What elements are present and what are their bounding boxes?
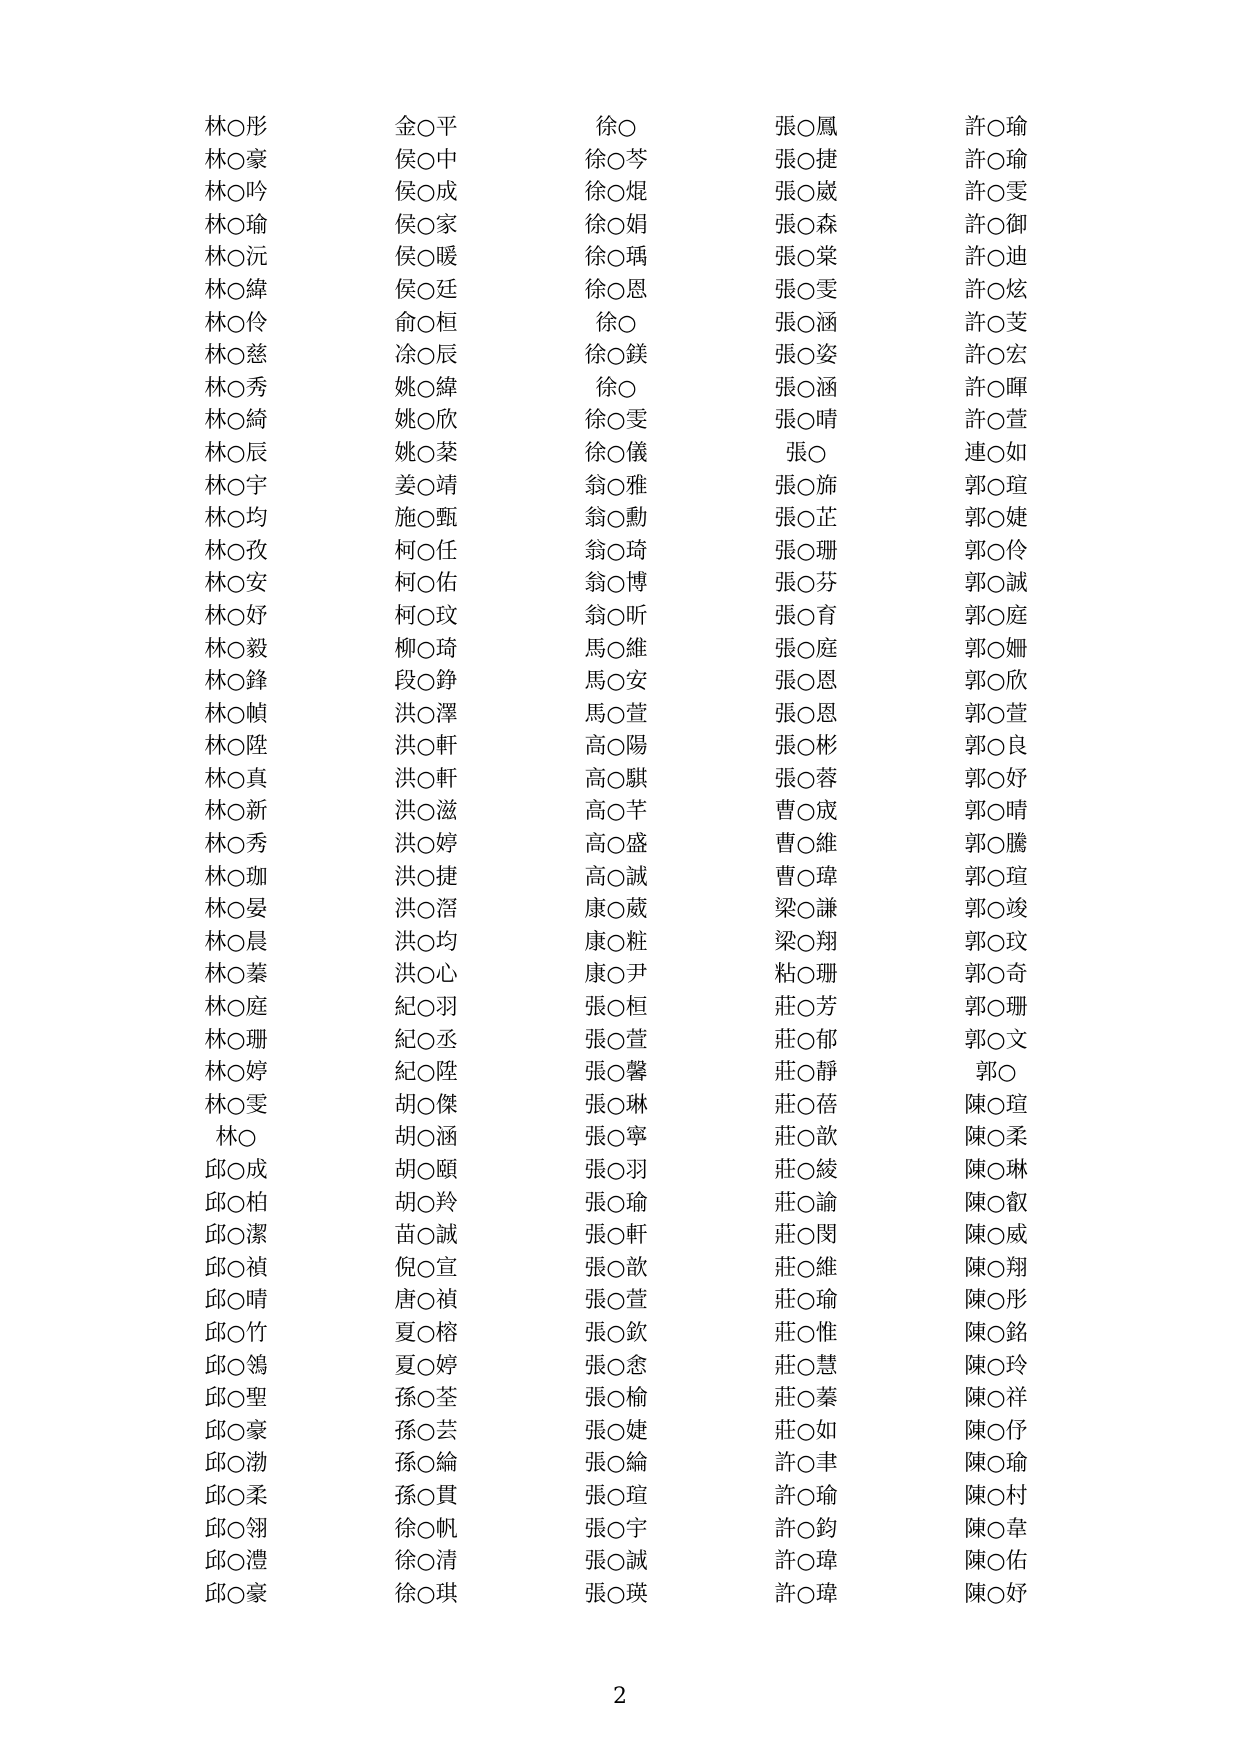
name-entry: 許○宏 [964, 343, 1028, 369]
name-entry: 林○妤 [204, 603, 268, 629]
name-entry: 洪○心 [394, 962, 458, 988]
name-entry: 林○安 [204, 571, 268, 597]
name-entry: 高○芊 [584, 799, 648, 825]
name-entry: 陳○祥 [964, 1386, 1028, 1412]
name-entry: 郭○ [975, 1060, 1017, 1086]
name-entry: 張○捷 [774, 147, 838, 173]
name-entry: 莊○閔 [774, 1223, 838, 1249]
name-entry: 郭○文 [964, 1027, 1028, 1053]
name-entry: 邱○柏 [204, 1190, 268, 1216]
name-entry: 洪○軒 [394, 734, 458, 760]
name-entry: 邱○柔 [204, 1483, 268, 1509]
name-entry: 張○棠 [774, 245, 838, 271]
name-entry: 凃○辰 [394, 343, 458, 369]
name-entry: 徐○娟 [584, 212, 648, 238]
name-entry: 徐○瑀 [584, 245, 648, 271]
name-entry: 胡○羚 [394, 1190, 458, 1216]
name-entry: 徐○清 [394, 1549, 458, 1575]
name-entry: 高○陽 [584, 734, 648, 760]
name-entry: 邱○潔 [204, 1223, 268, 1249]
name-entry: 張○旆 [774, 473, 838, 499]
name-entry: 張○涵 [774, 375, 838, 401]
name-entry: 徐○焜 [584, 180, 648, 206]
name-entry: 陳○韋 [964, 1516, 1028, 1542]
name-entry: 張○瑄 [584, 1483, 648, 1509]
name-entry: 張○芬 [774, 571, 838, 597]
name-entry: 邱○聖 [204, 1386, 268, 1412]
name-entry: 郭○良 [964, 734, 1028, 760]
name-entry: 陳○玲 [964, 1353, 1028, 1379]
name-entry: 郭○庭 [964, 603, 1028, 629]
name-entry: 林○沅 [204, 245, 268, 271]
name-entry: 莊○綾 [774, 1158, 838, 1183]
name-entry: 陳○伃 [964, 1418, 1028, 1444]
name-entry: 莊○靜 [774, 1060, 838, 1086]
name-entry: 郭○姍 [964, 636, 1028, 662]
name-entry: 莊○諭 [774, 1190, 838, 1216]
name-entry: 林○毅 [204, 636, 268, 662]
name-entry: 翁○勳 [584, 506, 648, 532]
name-entry: 林○蓁 [204, 962, 268, 988]
name-entry: 徐○帆 [394, 1516, 458, 1542]
name-entry: 林○均 [204, 506, 268, 532]
name-entry: 張○欽 [584, 1320, 648, 1346]
name-entry: 郭○妤 [964, 766, 1028, 792]
name-list-grid [190, 112, 1140, 1611]
name-entry: 林○珈 [204, 864, 268, 890]
name-entry: 張○綸 [584, 1451, 648, 1477]
name-entry: 徐○ [595, 310, 637, 336]
name-entry: 張○崴 [774, 180, 838, 206]
name-entry: 紀○陞 [394, 1060, 458, 1086]
name-entry: 邱○澧 [204, 1549, 268, 1575]
name-entry: 張○鳳 [774, 115, 838, 140]
name-entry: 柯○任 [394, 538, 458, 564]
name-entry: 林○彤 [204, 115, 268, 140]
name-entry: 張○婕 [584, 1418, 648, 1444]
name-entry: 莊○如 [774, 1418, 838, 1444]
name-entry: 林○辰 [204, 440, 268, 466]
name-entry: 徐○儀 [584, 440, 648, 466]
name-entry: 侯○廷 [394, 277, 458, 303]
name-entry: 邱○成 [204, 1158, 268, 1183]
name-entry: 梁○翔 [774, 929, 838, 955]
name-entry: 紀○羽 [394, 995, 458, 1021]
name-entry: 莊○惟 [774, 1320, 838, 1346]
name-entry: 郭○瑄 [964, 864, 1028, 890]
name-entry: 林○新 [204, 799, 268, 825]
name-entry: 林○晏 [204, 897, 268, 923]
name-entry: 莊○維 [774, 1255, 838, 1281]
name-entry: 許○瑜 [964, 115, 1028, 140]
name-entry: 馬○萱 [584, 701, 648, 727]
name-entry: 夏○榕 [394, 1320, 458, 1346]
name-entry: 張○涵 [774, 310, 838, 336]
name-entry: 邱○渤 [204, 1451, 268, 1477]
name-entry: 徐○鎂 [584, 343, 648, 369]
name-entry: 曹○維 [774, 832, 838, 858]
name-entry: 林○雯 [204, 1092, 268, 1118]
name-entry: 徐○雯 [584, 408, 648, 434]
name-entry: 胡○頤 [394, 1158, 458, 1183]
name-entry: 邱○豪 [204, 1418, 268, 1444]
name-entry: 高○騏 [584, 766, 648, 792]
name-entry: 郭○萱 [964, 701, 1028, 727]
name-entry: 侯○家 [394, 212, 458, 238]
name-entry: 洪○捷 [394, 864, 458, 890]
name-entry: 張○庭 [774, 636, 838, 662]
name-entry: 郭○奇 [964, 962, 1028, 988]
name-entry: 郭○欣 [964, 669, 1028, 695]
name-entry: 林○慈 [204, 343, 268, 369]
name-entry: 許○萱 [964, 408, 1028, 434]
name-entry: 馬○維 [584, 636, 648, 662]
name-entry: 邱○豪 [204, 1581, 268, 1607]
name-entry: 林○綺 [204, 408, 268, 434]
name-entry: 徐○琪 [394, 1581, 458, 1607]
name-entry: 郭○伶 [964, 538, 1028, 564]
name-entry: 林○秀 [204, 375, 268, 401]
name-entry: 郭○誠 [964, 571, 1028, 597]
name-entry: 張○晴 [774, 408, 838, 434]
name-entry: 張○珊 [774, 538, 838, 564]
name-entry: 郭○騰 [964, 832, 1028, 858]
name-entry: 金○平 [394, 115, 458, 140]
name-entry: 張○萱 [584, 1027, 648, 1053]
name-entry: 莊○郁 [774, 1027, 838, 1053]
name-entry: 陳○彤 [964, 1288, 1028, 1314]
name-entry: 施○甄 [394, 506, 458, 532]
name-entry: 張○蓉 [774, 766, 838, 792]
name-entry: 林○幀 [204, 701, 268, 727]
name-entry: 許○聿 [774, 1451, 838, 1477]
name-entry: 林○緯 [204, 277, 268, 303]
name-entry: 張○榆 [584, 1386, 648, 1412]
name-entry: 高○誠 [584, 864, 648, 890]
name-entry: 曹○瑋 [774, 864, 838, 890]
name-entry: 張○桓 [584, 995, 648, 1021]
name-entry: 陳○銘 [964, 1320, 1028, 1346]
name-entry: 柯○玟 [394, 603, 458, 629]
name-entry: 苗○誠 [394, 1223, 458, 1249]
name-entry: 張○ [785, 440, 827, 466]
name-entry: 唐○禎 [394, 1288, 458, 1314]
name-entry: 姜○靖 [394, 473, 458, 499]
name-entry: 張○育 [774, 603, 838, 629]
name-entry: 許○鈞 [774, 1516, 838, 1542]
name-entry: 陳○瑄 [964, 1092, 1028, 1118]
name-entry: 許○瑋 [774, 1581, 838, 1607]
name-entry: 徐○ [595, 375, 637, 401]
name-entry: 張○恩 [774, 669, 838, 695]
name-entry: 張○宇 [584, 1516, 648, 1542]
name-entry: 陳○威 [964, 1223, 1028, 1249]
name-entry: 邱○禎 [204, 1255, 268, 1281]
name-entry: 陳○翔 [964, 1255, 1028, 1281]
name-entry: 莊○芳 [774, 995, 838, 1021]
name-entry: 高○盛 [584, 832, 648, 858]
name-entry: 柳○琦 [394, 636, 458, 662]
name-entry: 張○羽 [584, 1158, 648, 1183]
name-entry: 張○瑛 [584, 1581, 648, 1607]
name-entry: 姚○棻 [394, 440, 458, 466]
name-entry: 俞○桓 [394, 310, 458, 336]
name-entry: 夏○婷 [394, 1353, 458, 1379]
name-entry: 侯○暖 [394, 245, 458, 271]
name-entry: 侯○中 [394, 147, 458, 173]
name-entry: 康○粧 [584, 929, 648, 955]
name-entry: 林○婷 [204, 1060, 268, 1086]
name-entry: 林○吟 [204, 180, 268, 206]
name-entry: 張○悆 [584, 1353, 648, 1379]
name-entry: 柯○佑 [394, 571, 458, 597]
name-entry: 洪○滋 [394, 799, 458, 825]
name-entry: 倪○宣 [394, 1255, 458, 1281]
name-entry: 許○迪 [964, 245, 1028, 271]
name-entry: 紀○丞 [394, 1027, 458, 1053]
name-entry: 姚○欣 [394, 408, 458, 434]
name-entry: 馬○安 [584, 669, 648, 695]
name-entry: 林○珊 [204, 1027, 268, 1053]
name-entry: 張○芷 [774, 506, 838, 532]
name-entry: 郭○瑄 [964, 473, 1028, 499]
name-entry: 許○瑜 [774, 1483, 838, 1509]
name-entry: 段○錚 [394, 669, 458, 695]
name-entry: 翁○博 [584, 571, 648, 597]
name-entry: 梁○謙 [774, 897, 838, 923]
name-entry: 連○如 [964, 440, 1028, 466]
name-entry: 張○寧 [584, 1125, 648, 1151]
name-entry: 翁○雅 [584, 473, 648, 499]
name-entry: 洪○滘 [394, 897, 458, 923]
name-entry: 張○琳 [584, 1092, 648, 1118]
name-entry: 莊○蓁 [774, 1386, 838, 1412]
name-entry: 康○尹 [584, 962, 648, 988]
name-entry: 洪○軒 [394, 766, 458, 792]
name-entry: 邱○翎 [204, 1516, 268, 1542]
name-entry: 曹○宬 [774, 799, 838, 825]
name-entry: 翁○昕 [584, 603, 648, 629]
name-entry: 陳○柔 [964, 1125, 1028, 1151]
name-entry: 莊○蓓 [774, 1092, 838, 1118]
name-entry: 林○ [215, 1125, 257, 1151]
name-entry: 邱○晴 [204, 1288, 268, 1314]
name-entry: 姚○緯 [394, 375, 458, 401]
name-entry: 陳○佑 [964, 1549, 1028, 1575]
name-entry: 陳○叡 [964, 1190, 1028, 1216]
name-entry: 郭○婕 [964, 506, 1028, 532]
name-entry: 郭○珊 [964, 995, 1028, 1021]
name-entry: 徐○ [595, 115, 637, 140]
name-entry: 翁○琦 [584, 538, 648, 564]
name-entry: 張○森 [774, 212, 838, 238]
name-entry: 陳○村 [964, 1483, 1028, 1509]
name-entry: 郭○玟 [964, 929, 1028, 955]
name-entry: 林○伶 [204, 310, 268, 336]
name-entry: 徐○芩 [584, 147, 648, 173]
name-entry: 許○炫 [964, 277, 1028, 303]
name-entry: 許○暉 [964, 375, 1028, 401]
name-entry: 莊○歆 [774, 1125, 838, 1151]
name-entry: 孫○貫 [394, 1483, 458, 1509]
name-entry: 侯○成 [394, 180, 458, 206]
name-entry: 洪○均 [394, 929, 458, 955]
name-entry: 林○庭 [204, 995, 268, 1021]
name-entry: 林○豪 [204, 147, 268, 173]
name-entry: 粘○珊 [774, 962, 838, 988]
name-entry: 許○瑋 [774, 1549, 838, 1575]
name-entry: 張○萱 [584, 1288, 648, 1314]
name-entry: 胡○涵 [394, 1125, 458, 1151]
name-entry: 許○御 [964, 212, 1028, 238]
name-entry: 邱○鴒 [204, 1353, 268, 1379]
name-entry: 郭○晴 [964, 799, 1028, 825]
name-entry: 張○姿 [774, 343, 838, 369]
name-entry: 張○彬 [774, 734, 838, 760]
name-entry: 孫○芸 [394, 1418, 458, 1444]
name-entry: 許○瑜 [964, 147, 1028, 173]
name-entry: 張○瑜 [584, 1190, 648, 1216]
name-entry: 孫○荃 [394, 1386, 458, 1412]
name-entry: 林○真 [204, 766, 268, 792]
name-entry: 張○誠 [584, 1549, 648, 1575]
name-entry: 林○陞 [204, 734, 268, 760]
name-entry: 胡○傑 [394, 1092, 458, 1118]
name-entry: 孫○綸 [394, 1451, 458, 1477]
name-entry: 陳○妤 [964, 1581, 1028, 1607]
name-entry: 莊○瑜 [774, 1288, 838, 1314]
name-entry: 許○雯 [964, 180, 1028, 206]
name-entry: 林○孜 [204, 538, 268, 564]
name-entry: 徐○恩 [584, 277, 648, 303]
name-entry: 張○軒 [584, 1223, 648, 1249]
name-entry: 林○鋒 [204, 669, 268, 695]
name-entry: 康○葳 [584, 897, 648, 923]
name-entry: 郭○竣 [964, 897, 1028, 923]
name-entry: 張○馨 [584, 1060, 648, 1086]
name-entry: 林○秀 [204, 832, 268, 858]
page-number: 2 [613, 1684, 627, 1709]
name-entry: 洪○澤 [394, 701, 458, 727]
name-entry: 林○晨 [204, 929, 268, 955]
name-entry: 洪○婷 [394, 832, 458, 858]
name-entry: 張○歆 [584, 1255, 648, 1281]
name-entry: 張○恩 [774, 701, 838, 727]
name-entry: 林○瑜 [204, 212, 268, 238]
name-entry: 陳○琳 [964, 1158, 1028, 1183]
name-entry: 邱○竹 [204, 1320, 268, 1346]
name-entry: 張○雯 [774, 277, 838, 303]
name-entry: 陳○瑜 [964, 1451, 1028, 1477]
name-entry: 莊○慧 [774, 1353, 838, 1379]
name-entry: 許○芰 [964, 310, 1028, 336]
name-entry: 林○宇 [204, 473, 268, 499]
